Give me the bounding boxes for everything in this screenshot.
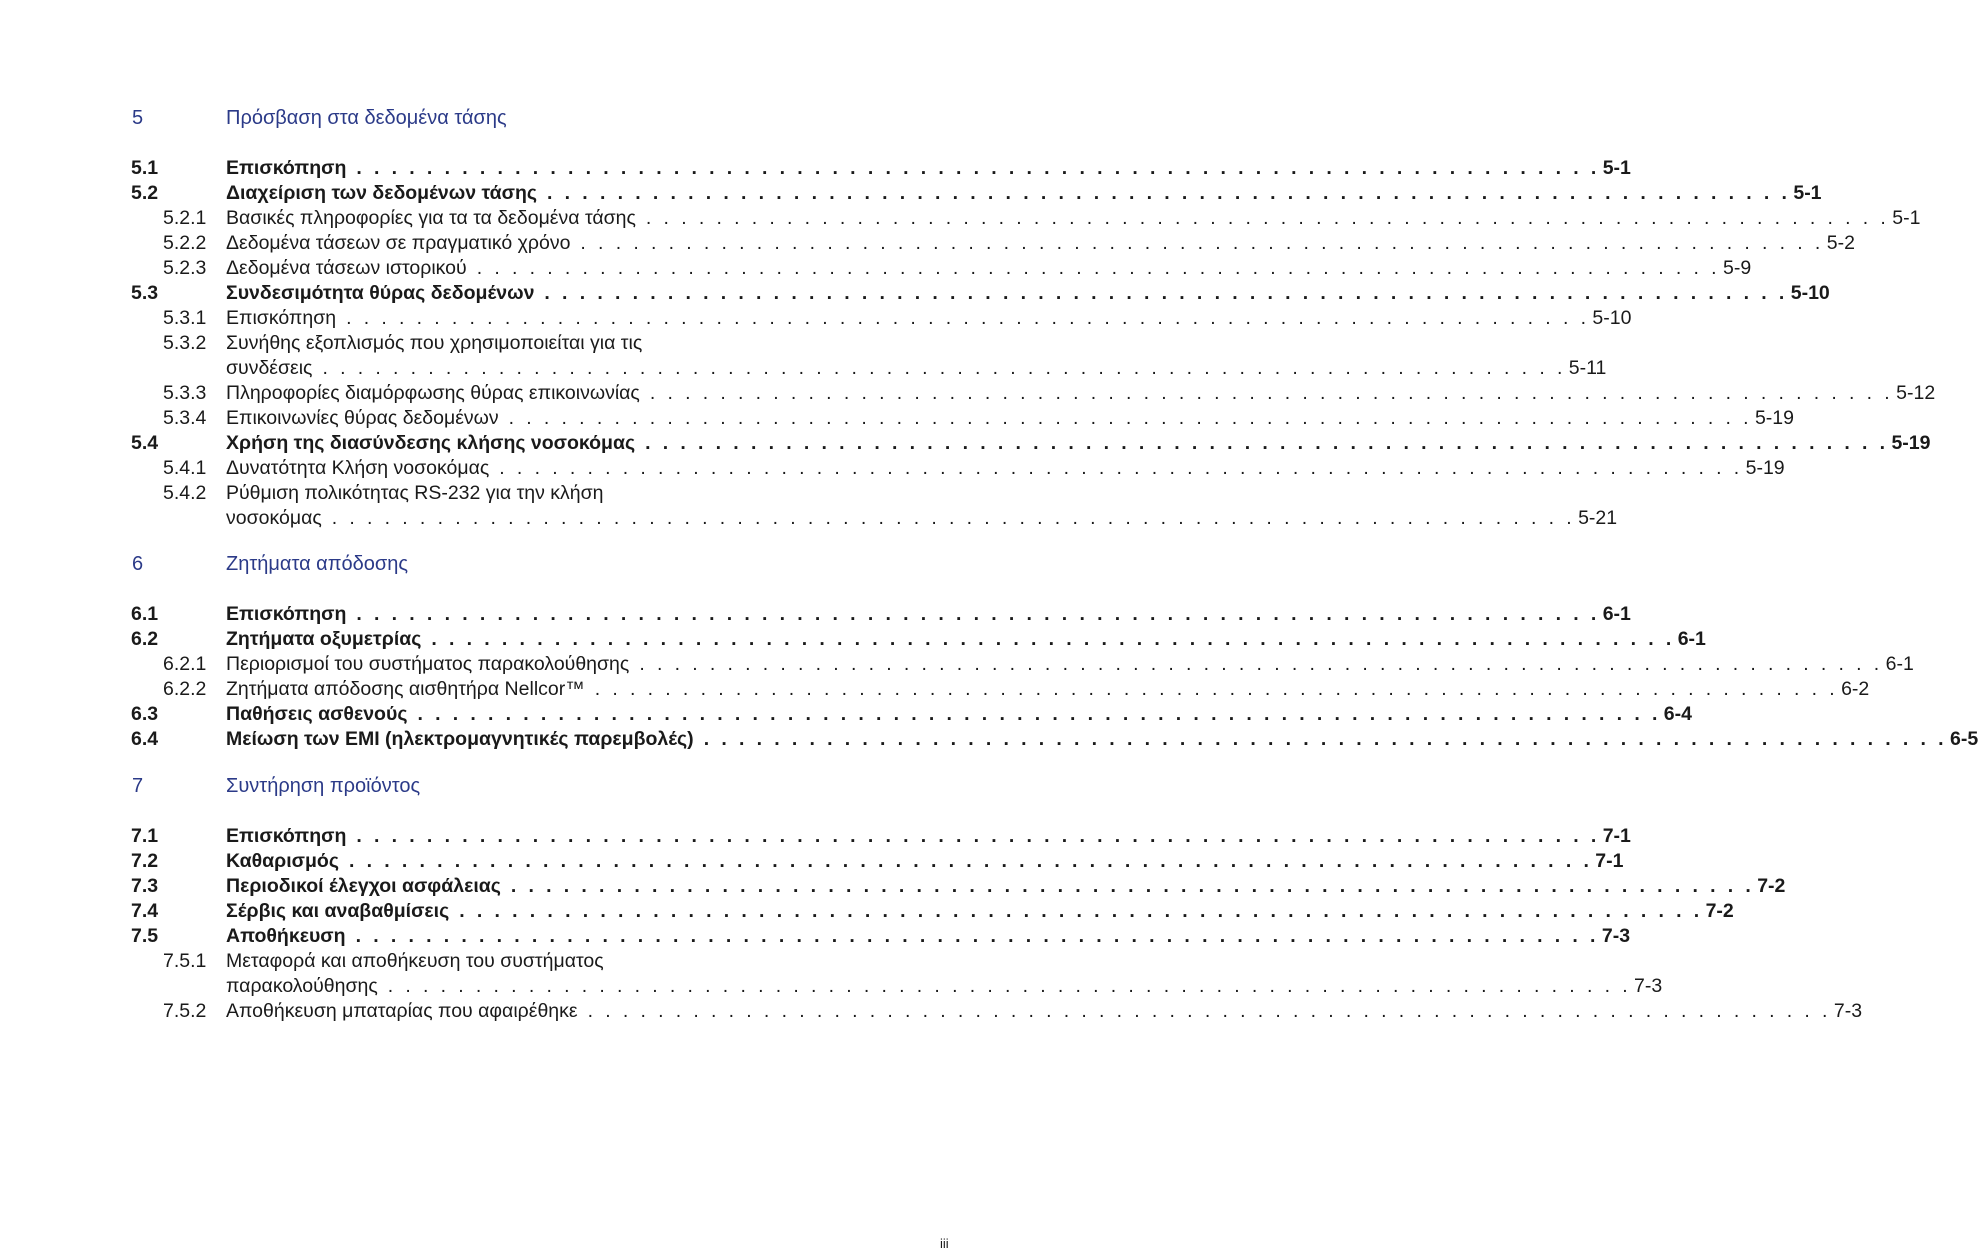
page-ref: 6-2 bbox=[1841, 678, 1870, 700]
section-number: 5.4 bbox=[131, 432, 159, 454]
section-title: Παθήσεις ασθενούς bbox=[226, 703, 408, 725]
page-ref: 6-1 bbox=[1677, 628, 1706, 650]
section-number: 5.3.1 bbox=[163, 307, 207, 329]
section-number: 5.3 bbox=[131, 282, 159, 304]
dot-leader: . . . . . . . . . . . . . . . . . . . . . . . . . . . . . . . . . . . . . . . . . . . . . . . . . . . . . . . . . . . . . . . . . . . . . . . bbox=[417, 703, 1661, 725]
section-title: Επισκόπηση bbox=[226, 603, 347, 625]
toc-entry[interactable] bbox=[0, 849, 1624, 874]
toc-entry[interactable] bbox=[0, 381, 1936, 406]
section-title: συνδέσεις bbox=[226, 357, 313, 379]
section-number: 6.2 bbox=[131, 628, 159, 650]
page-ref: 5-11 bbox=[1568, 357, 1607, 379]
dot-leader: . . . . . . . . . . . . . . . . . . . . . . . . . . . . . . . . . . . . . . . . . . . . . . . . . . . . . . . . . . . . . . . . . . . . . . . bbox=[348, 850, 1593, 872]
toc-entry[interactable] bbox=[0, 181, 1822, 206]
dot-leader: . . . . . . . . . . . . . . . . . . . . . . . . . . . . . . . . . . . . . . . . . . . . . . . . . . . . . . . . . . . . . . . . . . . . . . . bbox=[459, 900, 1703, 922]
dot-leader: . . . . . . . . . . . . . . . . . . . . . . . . . . . . . . . . . . . . . . . . . . . . . . . . . . . . . . . . . . . . . . . . . . . . . . . bbox=[510, 875, 1755, 897]
section-title-line1: Συνήθης εξοπλισμός που χρησιμοποιείται για τις bbox=[226, 332, 643, 354]
section-title: Επισκόπηση bbox=[226, 825, 347, 847]
dot-leader: . . . . . . . . . . . . . . . . . . . . . . . . . . . . . . . . . . . . . . . . . . . . . . . . . . . . . . . . . . . . . . . . . . . . . . . bbox=[645, 207, 1890, 229]
section-title: Μείωση των EMI (ηλεκτρομαγνητικές παρεμβολές) bbox=[226, 728, 694, 750]
section-title: Δεδομένα τάσεων ιστορικού bbox=[226, 257, 467, 279]
section-number: 5.4.2 bbox=[163, 482, 207, 504]
section-title: Ζητήματα απόδοσης αισθητήρα Nellcor™ bbox=[226, 678, 585, 700]
section-number: 6.2.2 bbox=[163, 678, 207, 700]
dot-leader: . . . . . . . . . . . . . . . . . . . . . . . . . . . . . . . . . . . . . . . . . . . . . . . . . . . . . . . . . . . . . . . . . . . . . . . bbox=[547, 182, 1791, 204]
chapter-number: 7 bbox=[132, 775, 144, 797]
page-ref: 7-3 bbox=[1601, 925, 1631, 947]
page-ref: 7-1 bbox=[1595, 850, 1624, 872]
section-number: 6.1 bbox=[131, 603, 159, 625]
toc-entry[interactable] bbox=[0, 306, 1632, 331]
section-title: Επικοινωνίες θύρας δεδομένων bbox=[226, 407, 499, 429]
section-title: Αποθήκευση bbox=[226, 925, 346, 947]
dot-leader: . . . . . . . . . . . . . . . . . . . . . . . . . . . . . . . . . . . . . . . . . . . . . . . . . . . . . . . . . . . . . . . . . . . . . . . bbox=[356, 603, 1600, 625]
dot-leader: . . . . . . . . . . . . . . . . . . . . . . . . . . . . . . . . . . . . . . . . . . . . . . . . . . . . . . . . . . . . . . . . . . . . . . . bbox=[580, 232, 1824, 254]
chapter-number: 6 bbox=[132, 553, 144, 575]
chapter-title: Συντήρηση προϊόντος bbox=[226, 775, 421, 797]
page-ref: 5-21 bbox=[1578, 507, 1618, 529]
section-number: 7.5.2 bbox=[163, 1000, 207, 1022]
section-number: 7.3 bbox=[131, 875, 159, 897]
toc-entry[interactable] bbox=[0, 406, 1794, 431]
section-number: 7.5.1 bbox=[163, 950, 207, 972]
section-title-line1: Ρύθμιση πολικότητας RS-232 για την κλήση bbox=[226, 482, 604, 504]
toc-entry[interactable] bbox=[0, 824, 1631, 849]
page-ref: 7-3 bbox=[1833, 1000, 1863, 1022]
dot-leader: . . . . . . . . . . . . . . . . . . . . . . . . . . . . . . . . . . . . . . . . . . . . . . . . . . . . . . . . . . . . . . . . . . . . . . . bbox=[356, 157, 1600, 179]
page-ref: 6-5 bbox=[1950, 728, 1978, 750]
section-number: 7.1 bbox=[131, 825, 159, 847]
dot-leader: . . . . . . . . . . . . . . . . . . . . . . . . . . . . . . . . . . . . . . . . . . . . . . . . . . . . . . . . . . . . . . . . . . . . . . . bbox=[355, 925, 1599, 947]
dot-leader: . . . . . . . . . . . . . . . . . . . . . . . . . . . . . . . . . . . . . . . . . . . . . . . . . . . . . . . . . . . . . . . . . . . . . . . bbox=[649, 382, 1894, 404]
dot-leader: . . . . . . . . . . . . . . . . . . . . . . . . . . . . . . . . . . . . . . . . . . . . . . . . . . . . . . . . . . . . . . . . . . . . . . . bbox=[431, 628, 1675, 650]
toc-entry[interactable] bbox=[0, 727, 1978, 752]
section-number: 7.5 bbox=[131, 925, 159, 947]
section-title: Πληροφορίες διαμόρφωσης θύρας επικοινωνίας bbox=[226, 382, 640, 404]
page-ref: 5-19 bbox=[1891, 432, 1931, 454]
toc-entry[interactable] bbox=[0, 874, 1786, 899]
section-number: 6.3 bbox=[131, 703, 159, 725]
dot-leader: . . . . . . . . . . . . . . . . . . . . . . . . . . . . . . . . . . . . . . . . . . . . . . . . . . . . . . . . . . . . . . . . . . . . . . . bbox=[639, 653, 1883, 675]
toc-entry[interactable] bbox=[0, 156, 1631, 181]
dot-leader: . . . . . . . . . . . . . . . . . . . . . . . . . . . . . . . . . . . . . . . . . . . . . . . . . . . . . . . . . . . . . . . . . . . . . . . bbox=[544, 282, 1788, 304]
section-title: Βασικές πληροφορίες για τα τα δεδομένα τάσης bbox=[226, 207, 636, 229]
page-number: iii bbox=[940, 1236, 949, 1251]
toc-entry[interactable] bbox=[0, 602, 1631, 627]
toc-entry[interactable] bbox=[0, 627, 1706, 652]
toc-entry[interactable] bbox=[0, 677, 1870, 702]
dot-leader: . . . . . . . . . . . . . . . . . . . . . . . . . . . . . . . . . . . . . . . . . . . . . . . . . . . . . . . . . . . . . . . . . . . . . . . bbox=[594, 678, 1839, 700]
section-title: Επισκόπηση bbox=[226, 307, 337, 329]
section-number: 7.2 bbox=[131, 850, 159, 872]
toc-entry[interactable] bbox=[0, 281, 1830, 306]
chapter-title: Ζητήματα απόδοσης bbox=[226, 553, 409, 575]
section-number: 6.4 bbox=[131, 728, 159, 750]
page-ref: 7-2 bbox=[1705, 900, 1734, 922]
page-ref: 6-1 bbox=[1602, 603, 1631, 625]
toc-entry[interactable] bbox=[0, 899, 1734, 924]
toc-entry[interactable] bbox=[0, 206, 1921, 231]
chapter-title: Πρόσβαση στα δεδομένα τάσης bbox=[226, 107, 507, 129]
toc-entry[interactable] bbox=[0, 999, 1863, 1024]
toc-entry[interactable] bbox=[0, 924, 1631, 949]
section-number: 6.2.1 bbox=[163, 653, 207, 675]
section-title: Χρήση της διασύνδεσης κλήσης νοσοκόμας bbox=[226, 432, 636, 454]
dot-leader: . . . . . . . . . . . . . . . . . . . . . . . . . . . . . . . . . . . . . . . . . . . . . . . . . . . . . . . . . . . . . . . . . . . . . . . bbox=[331, 507, 1576, 529]
section-number: 5.2 bbox=[131, 182, 159, 204]
page-ref: 5-1 bbox=[1892, 207, 1921, 229]
section-number: 5.3.3 bbox=[163, 382, 207, 404]
dot-leader: . . . . . . . . . . . . . . . . . . . . . . . . . . . . . . . . . . . . . . . . . . . . . . . . . . . . . . . . . . . . . . . . . . . . . . . bbox=[387, 975, 1632, 997]
section-number: 5.3.2 bbox=[163, 332, 207, 354]
dot-leader: . . . . . . . . . . . . . . . . . . . . . . . . . . . . . . . . . . . . . . . . . . . . . . . . . . . . . . . . . . . . . . . . . . . . . . . bbox=[499, 457, 1743, 479]
toc-entry[interactable] bbox=[0, 431, 1931, 456]
page-ref: 5-19 bbox=[1745, 457, 1785, 479]
page-ref: 7-2 bbox=[1757, 875, 1786, 897]
section-number: 5.2.2 bbox=[163, 232, 207, 254]
section-title: Αποθήκευση μπαταρίας που αφαιρέθηκε bbox=[226, 1000, 578, 1022]
page-ref: 5-2 bbox=[1826, 232, 1855, 254]
dot-leader: . . . . . . . . . . . . . . . . . . . . . . . . . . . . . . . . . . . . . . . . . . . . . . . . . . . . . . . . . . . . . . . . . . . . . . . bbox=[322, 357, 1566, 379]
section-title: Περιοδικοί έλεγχοι ασφάλειας bbox=[226, 875, 501, 897]
page-ref: 7-1 bbox=[1602, 825, 1631, 847]
dot-leader: . . . . . . . . . . . . . . . . . . . . . . . . . . . . . . . . . . . . . . . . . . . . . . . . . . . . . . . . . . . . . . . . . . . . . . . bbox=[703, 728, 1947, 750]
section-title: Δεδομένα τάσεων σε πραγματικό χρόνο bbox=[226, 232, 571, 254]
section-title: Περιορισμοί του συστήματος παρακολούθησης bbox=[226, 653, 630, 675]
toc-entry[interactable] bbox=[0, 231, 1855, 256]
toc-entry[interactable] bbox=[0, 256, 1752, 281]
page-ref: 5-1 bbox=[1602, 157, 1631, 179]
toc-entry[interactable] bbox=[0, 974, 1663, 999]
toc-entry-first-line[interactable] bbox=[0, 949, 960, 974]
page-ref: 6-1 bbox=[1885, 653, 1914, 675]
page-ref: 5-12 bbox=[1896, 382, 1936, 404]
section-title: Καθαρισμός bbox=[226, 850, 339, 872]
page-ref: 5-10 bbox=[1790, 282, 1830, 304]
dot-leader: . . . . . . . . . . . . . . . . . . . . . . . . . . . . . . . . . . . . . . . . . . . . . . . . . . . . . . . . . . . . . . . . . . . . . . . bbox=[476, 257, 1721, 279]
page-ref: 7-3 bbox=[1634, 975, 1663, 997]
page-ref: 5-19 bbox=[1754, 407, 1794, 429]
section-title: Δυνατότητα Κλήση νοσοκόμας bbox=[226, 457, 490, 479]
toc-entry[interactable] bbox=[0, 652, 1914, 677]
section-number: 7.4 bbox=[131, 900, 159, 922]
section-title: παρακολούθησης bbox=[226, 975, 378, 997]
toc-entry-first-line[interactable] bbox=[0, 481, 960, 506]
section-title: Σέρβις και αναβαθμίσεις bbox=[226, 900, 450, 922]
dot-leader: . . . . . . . . . . . . . . . . . . . . . . . . . . . . . . . . . . . . . . . . . . . . . . . . . . . . . . . . . . . . . . . . . . . . . . . bbox=[346, 307, 1590, 329]
dot-leader: . . . . . . . . . . . . . . . . . . . . . . . . . . . . . . . . . . . . . . . . . . . . . . . . . . . . . . . . . . . . . . . . . . . . . . . bbox=[356, 825, 1600, 847]
toc-entry[interactable] bbox=[0, 506, 1618, 531]
page-ref: 5-9 bbox=[1723, 257, 1752, 279]
chapter-number: 5 bbox=[132, 107, 144, 129]
dot-leader: . . . . . . . . . . . . . . . . . . . . . . . . . . . . . . . . . . . . . . . . . . . . . . . . . . . . . . . . . . . . . . . . . . . . . . . bbox=[508, 407, 1752, 429]
section-number: 5.4.1 bbox=[163, 457, 207, 479]
toc-entry[interactable] bbox=[0, 356, 1607, 381]
section-title: Διαχείριση των δεδομένων τάσης bbox=[226, 182, 538, 204]
section-number: 5.3.4 bbox=[163, 407, 207, 429]
section-number: 5.2.1 bbox=[163, 207, 207, 229]
toc-entry-first-line[interactable] bbox=[0, 331, 960, 356]
section-title: Ζητήματα οξυμετρίας bbox=[226, 628, 422, 650]
section-number: 5.2.3 bbox=[163, 257, 207, 279]
toc-entry[interactable] bbox=[0, 456, 1785, 481]
section-title: Συνδεσιμότητα θύρας δεδομένων bbox=[226, 282, 535, 304]
section-number: 5.1 bbox=[131, 157, 159, 179]
section-title-line1: Μεταφορά και αποθήκευση του συστήματος bbox=[226, 950, 604, 972]
section-title: Επισκόπηση bbox=[226, 157, 347, 179]
dot-leader: . . . . . . . . . . . . . . . . . . . . . . . . . . . . . . . . . . . . . . . . . . . . . . . . . . . . . . . . . . . . . . . . . . . . . . . bbox=[587, 1000, 1831, 1022]
page-ref: 5-10 bbox=[1592, 307, 1632, 329]
page-ref: 5-1 bbox=[1793, 182, 1822, 204]
dot-leader: . . . . . . . . . . . . . . . . . . . . . . . . . . . . . . . . . . . . . . . . . . . . . . . . . . . . . . . . . . . . . . . . . . . . . . . bbox=[645, 432, 1889, 454]
page-ref: 6-4 bbox=[1663, 703, 1692, 725]
toc-entry[interactable] bbox=[0, 702, 1692, 727]
section-title: νοσοκόμας bbox=[226, 507, 322, 529]
